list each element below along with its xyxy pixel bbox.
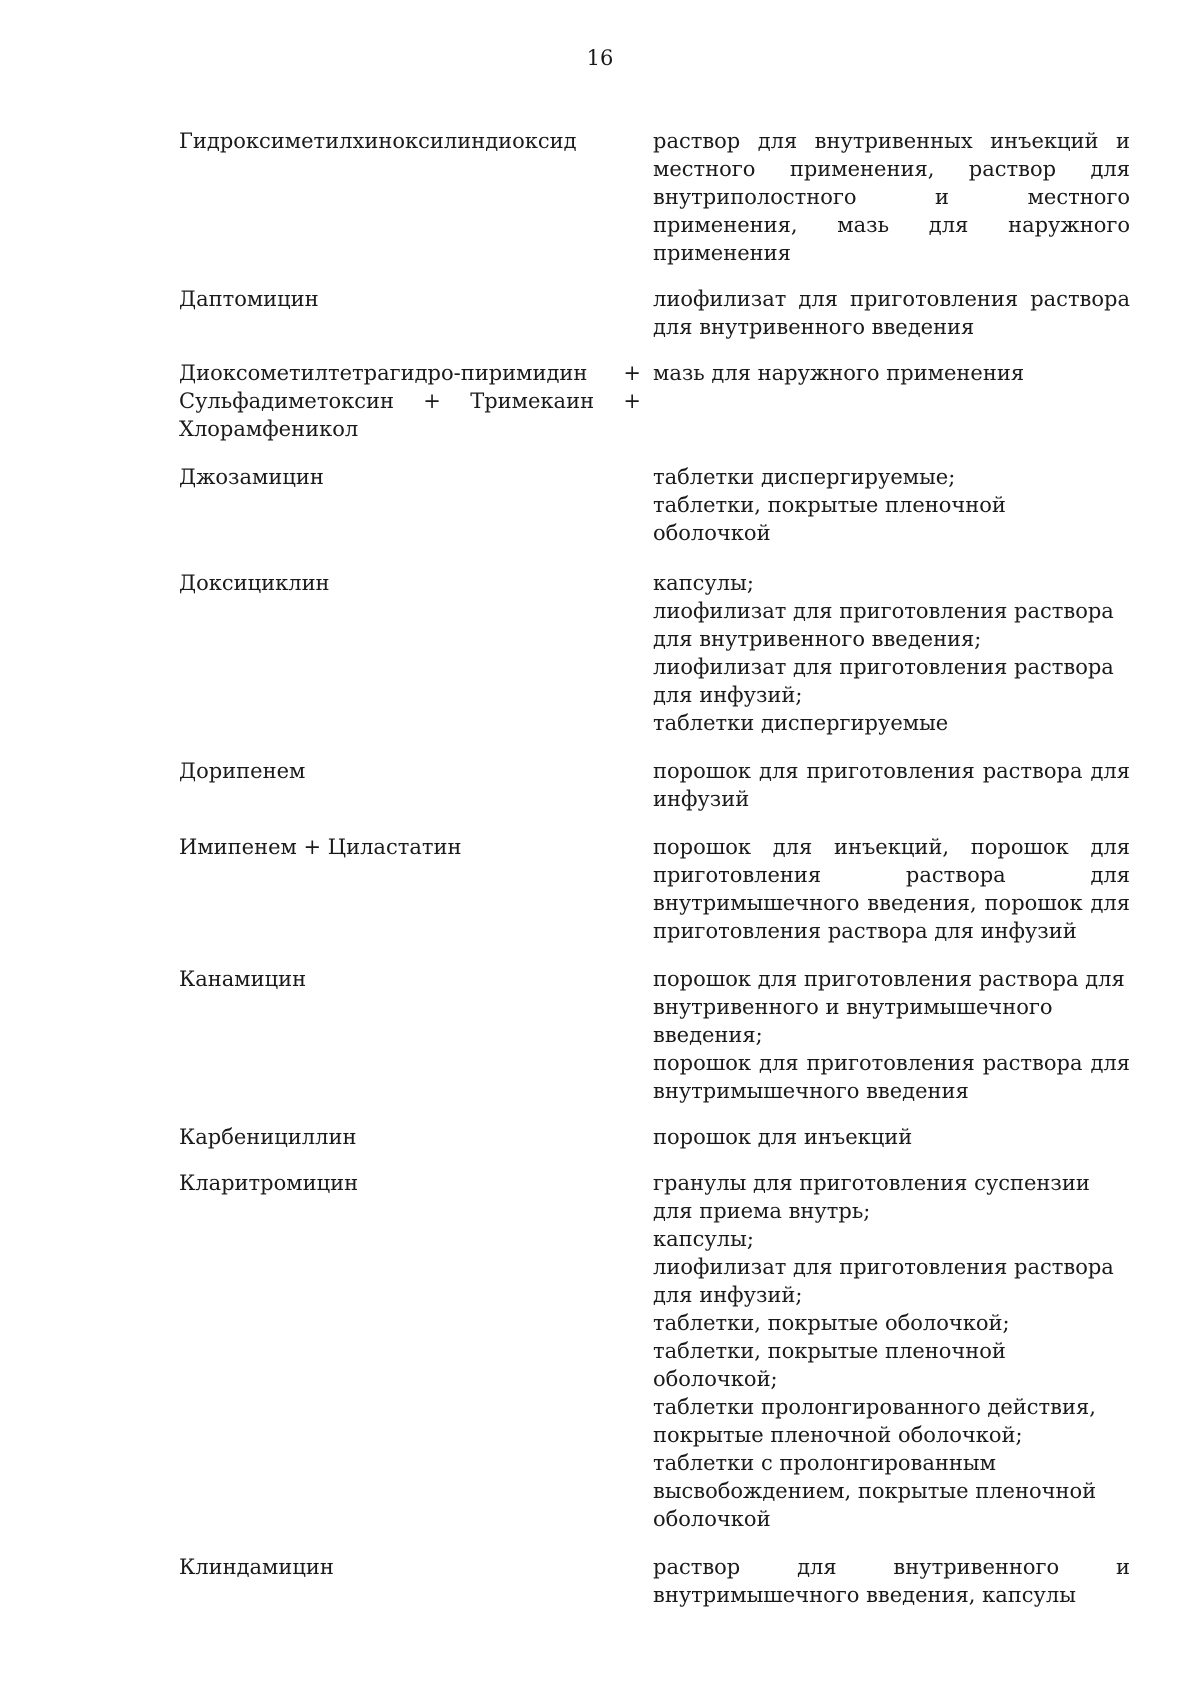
drug-entry <box>179 127 1130 267</box>
dosage-form: таблетки, покрытые пленочной оболочкой <box>653 493 1006 545</box>
drug-name-combination <box>179 359 641 443</box>
dosage-forms <box>653 359 1130 387</box>
drug-name: Клиндамицин <box>179 1555 334 1579</box>
dosage-forms <box>653 757 1130 813</box>
dosage-form: порошок для приготовления раствора для внутривенного и внутримышечного введения; <box>653 967 1125 1047</box>
drug-name-line <box>179 359 641 387</box>
dosage-form: таблетки пролонгированного действия, покрытые пленочной оболочкой; <box>653 1395 1096 1447</box>
dosage-form: капсулы; <box>653 571 754 595</box>
dosage-form: таблетки с пролонгированным высвобождением, покрытые пленочной оболочкой <box>653 1451 1097 1531</box>
dosage-form: таблетки диспергируемые <box>653 711 949 735</box>
dosage-forms <box>653 1553 1130 1609</box>
dosage-form: порошок для приготовления раствора для внутримышечного введения <box>653 1051 1130 1103</box>
plus-sign: + <box>623 361 641 385</box>
drug-name: Доксициклин <box>179 571 330 595</box>
plus-sign: + <box>423 389 441 413</box>
drug-name: Гидроксиметилхиноксилиндиоксид <box>179 129 577 153</box>
drug-entry <box>179 965 1130 1105</box>
drug-entry <box>179 833 1130 945</box>
dosage-form: мазь для наружного применения <box>653 361 1025 385</box>
drug-list <box>179 127 1130 1609</box>
dosage-form: раствор для внутривенного и внутримышечного введения, капсулы <box>653 1555 1130 1607</box>
dosage-form: лиофилизат для приготовления раствора для инфузий; <box>653 1255 1114 1307</box>
drug-entry <box>179 359 1130 443</box>
dosage-form: порошок для приготовления раствора для инфузий <box>653 759 1130 811</box>
drug-name: Даптомицин <box>179 287 319 311</box>
drug-name: Кларитромицин <box>179 1171 359 1195</box>
drug-name: Имипенем + Циластатин <box>179 835 462 859</box>
drug-entry <box>179 1553 1130 1609</box>
dosage-forms <box>653 127 1130 267</box>
dosage-forms <box>653 569 1130 737</box>
drug-entry <box>179 757 1130 813</box>
dosage-forms <box>653 965 1130 1105</box>
dosage-form: порошок для инъекций, порошок для приготовления раствора для внутримышечного введения, порошок для приготовления раствора для инфузий <box>653 835 1130 943</box>
dosage-form: лиофилизат для приготовления раствора для внутривенного введения <box>653 287 1130 339</box>
drug-component: Хлорамфеникол <box>179 417 359 441</box>
dosage-form: таблетки диспергируемые; <box>653 465 956 489</box>
dosage-form: раствор для внутривенных инъекций и местного применения, раствор для внутриполостного и местного применения, мазь для наружного применения <box>653 129 1130 265</box>
drug-name: Канамицин <box>179 967 307 991</box>
dosage-forms <box>653 1169 1130 1533</box>
drug-name: Дорипенем <box>179 759 306 783</box>
drug-name-line <box>179 415 641 443</box>
dosage-forms <box>653 463 1130 547</box>
drug-name: Карбенициллин <box>179 1125 357 1149</box>
dosage-form: капсулы; <box>653 1227 754 1251</box>
dosage-form: лиофилизат для приготовления раствора для внутривенного введения; <box>653 599 1114 651</box>
dosage-forms <box>653 833 1130 945</box>
plus-sign: + <box>623 389 641 413</box>
drug-component: Сульфадиметоксин <box>179 389 394 413</box>
drug-component: Тримекаин <box>470 389 595 413</box>
dosage-form: порошок для инъекций <box>653 1125 913 1149</box>
dosage-form: лиофилизат для приготовления раствора для инфузий; <box>653 655 1114 707</box>
dosage-forms <box>653 285 1130 341</box>
drug-component: Диоксометилтетрагидро-пиримидин <box>179 361 588 385</box>
dosage-form: гранулы для приготовления суспензии для приема внутрь; <box>653 1171 1090 1223</box>
drug-entry <box>179 1169 1130 1533</box>
drug-name-line <box>179 387 641 415</box>
dosage-form: таблетки, покрытые оболочкой; <box>653 1311 1010 1335</box>
drug-entry <box>179 569 1130 737</box>
dosage-forms <box>653 1123 1130 1151</box>
drug-entry <box>179 1123 1130 1151</box>
drug-name: Джозамицин <box>179 465 324 489</box>
page-number: 16 <box>586 46 614 70</box>
drug-entry <box>179 463 1130 547</box>
drug-entry <box>179 285 1130 341</box>
dosage-form: таблетки, покрытые пленочной оболочкой; <box>653 1339 1006 1391</box>
